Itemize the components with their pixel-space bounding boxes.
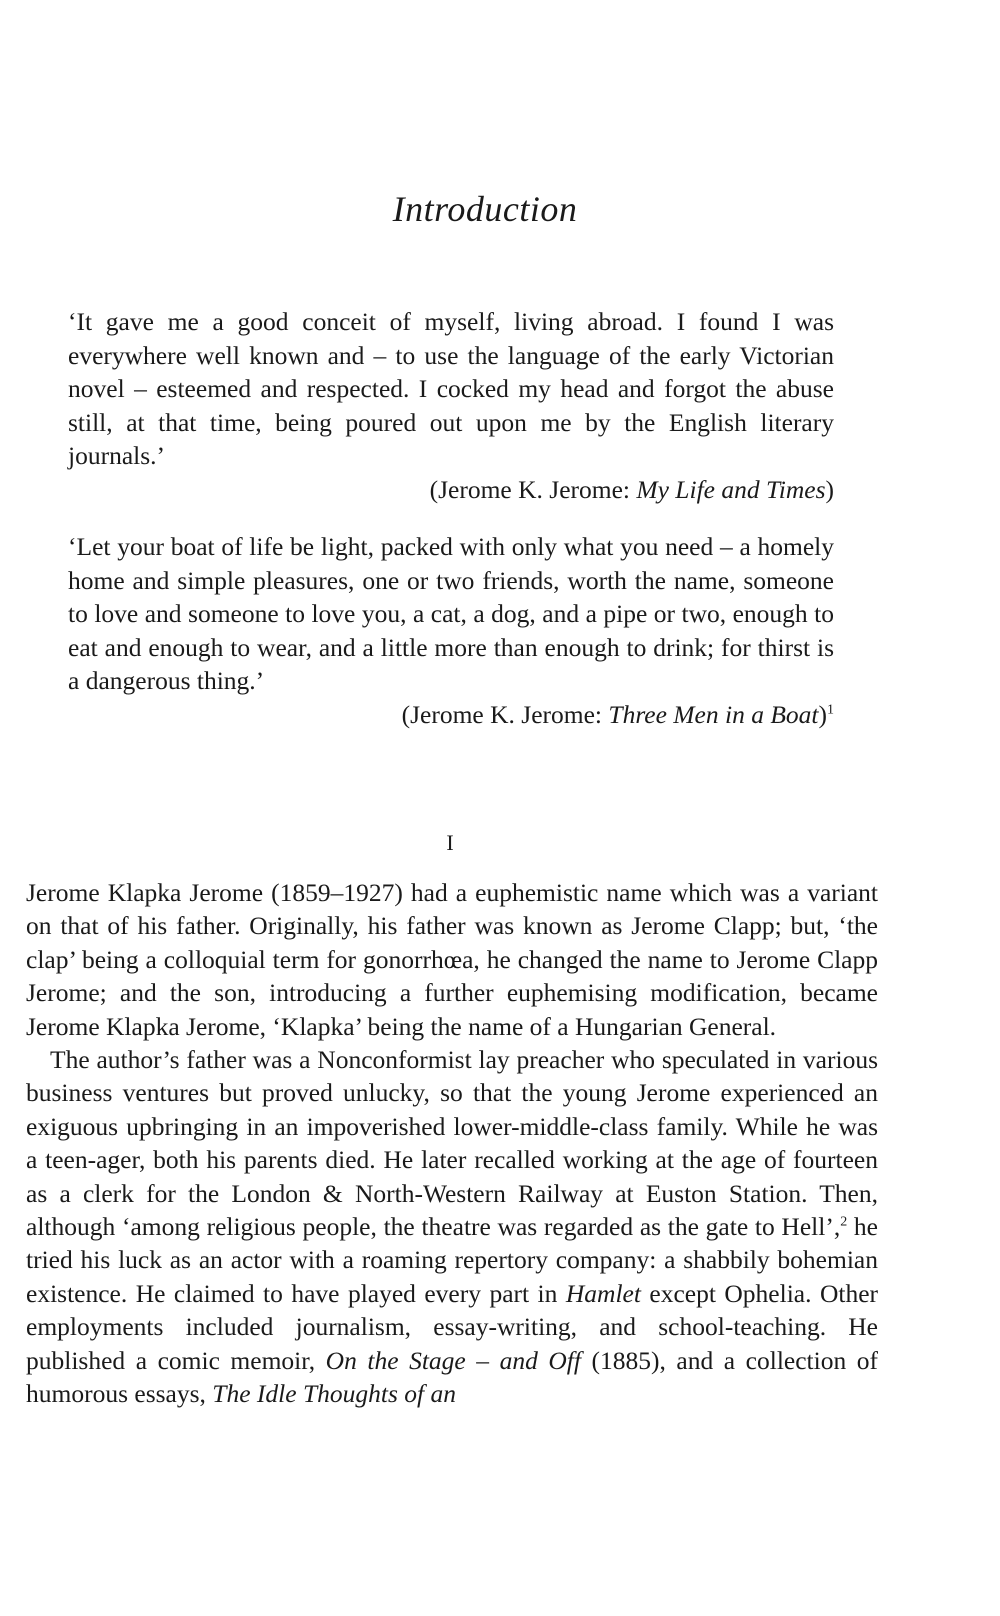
footnote-ref-1: 1 xyxy=(827,702,834,717)
work-title-hamlet: Hamlet xyxy=(565,1278,641,1308)
epigraph-2-text: ‘Let your boat of life be light, packed with only what you need – a homely home and simple pleasures, one or two friends, worth the name, someone to love and someone to love you, a cat, a dog, and a pipe or two, enough to eat and enough to wear, and a little more than enough to drink; for thirst is a dangerous thing.’ xyxy=(68,532,834,695)
epigraph-1-citation-close: ) xyxy=(825,474,834,504)
work-title-on-the-stage: On the Stage – and Off xyxy=(325,1345,581,1375)
epigraph-1-citation-author: (Jerome K. Jerome: xyxy=(429,474,637,504)
epigraph-2-citation xyxy=(68,698,834,732)
epigraph-2-citation-author: (Jerome K. Jerome: xyxy=(401,699,609,729)
epigraph-1-citation xyxy=(68,473,834,507)
paragraph-2-seg-4: (1885), and a collection of humorous essays, xyxy=(26,1345,878,1409)
work-title-idle-thoughts: The Idle Thoughts of an xyxy=(212,1379,456,1409)
paragraph-2-seg-2: he tried his luck as an actor with a roaming repertory company: a shabbily bohemian existence. He claimed to have played every part in xyxy=(26,1212,878,1308)
epigraph-2-citation-close: ) xyxy=(818,699,827,729)
epigraph-2 xyxy=(68,530,834,731)
epigraph-1-text: ‘It gave me a good conceit of myself, living abroad. I found I was everywhere well known and – to use the language of the early Victorian novel – esteemed and respected. I cocked my head and forgot the abuse still, at that time, being poured out upon me by the English literary journals.’ xyxy=(68,307,834,470)
epigraph-2-citation-work: Three Men in a Boat xyxy=(608,699,819,729)
epigraph-1 xyxy=(68,305,834,506)
paragraph-2-seg-1: The author’s father was a Nonconformist lay preacher who speculated in various business ventures but proved unlucky, so that the young Jerome experienced an exiguous upbringing in an impoverished lower-middle-class family. While he was a teen-ager, both his parents died. He later recalled working at the age of fourteen as a clerk for the London & North-Western Railway at Euston Station. Then, although ‘among religious people, the theatre was regarded as the gate to Hell’, xyxy=(26,1045,878,1242)
section-number: I xyxy=(446,830,454,855)
epigraph-1-citation-work: My Life and Times xyxy=(636,474,826,504)
body-text xyxy=(26,876,878,1411)
footnote-ref-2: 2 xyxy=(840,1214,848,1230)
paragraph-2-seg-3: except Ophelia. Other employments included journalism, essay-writing, and school-teaching. He published a comic memoir, xyxy=(26,1278,879,1375)
paragraph-2 xyxy=(26,1043,878,1410)
page-title: Introduction xyxy=(392,189,578,229)
paragraph-1: Jerome Klapka Jerome (1859–1927) had a euphemistic name which was a variant on that of his father. Originally, his father was known as Jerome Clapp; but, ‘the clap’ being a colloquial term for gonorrhœa, he changed the name to Jerome Clapp Jerome; and the son, introducing a further euphemising modification, became Jerome Klapka Jerome, ‘Klapka’ being the name of a Hungarian General. xyxy=(26,878,878,1041)
